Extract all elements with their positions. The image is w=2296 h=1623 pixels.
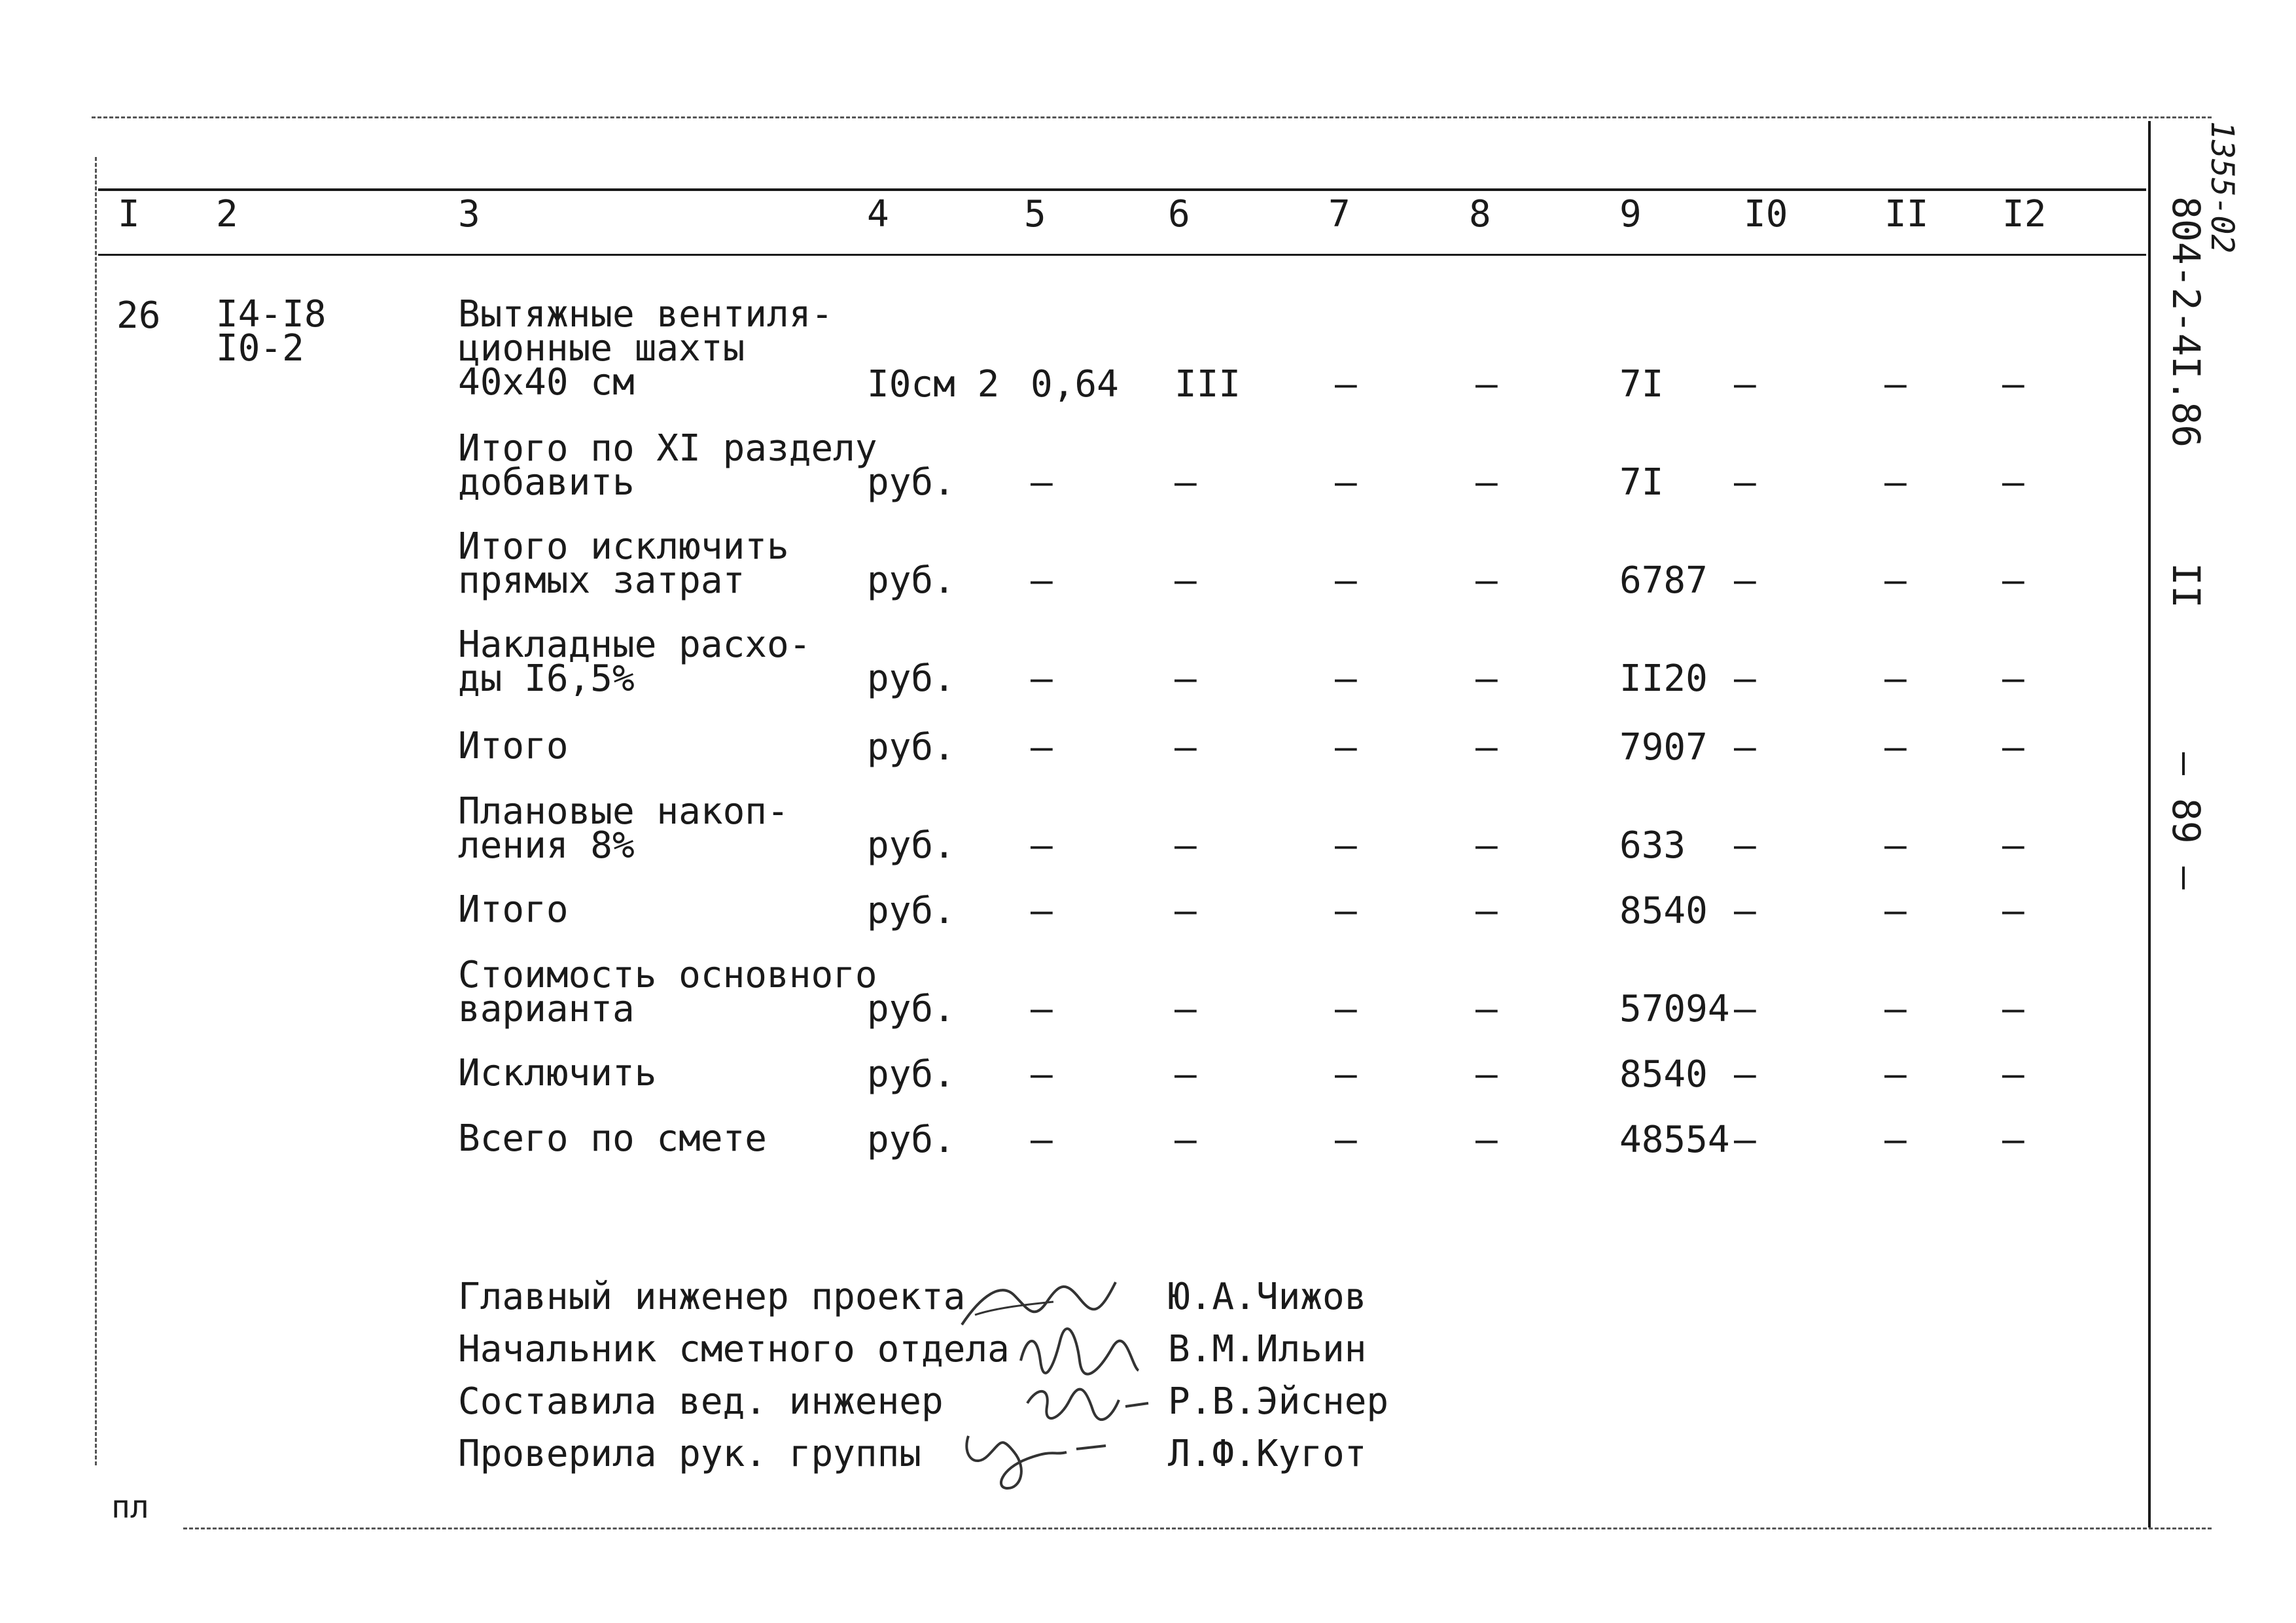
cell-c12: – bbox=[2002, 363, 2024, 406]
cell-unit: руб. bbox=[867, 726, 955, 769]
cell-col2: I4-I8 I0-2 bbox=[216, 293, 327, 370]
cell-c8: – bbox=[1475, 1119, 1498, 1161]
cell-unit: руб. bbox=[867, 461, 955, 504]
cell-c11: – bbox=[1884, 726, 1907, 769]
cell-name: Всего по смете bbox=[458, 1117, 768, 1160]
cell-c8: – bbox=[1475, 890, 1498, 932]
cell-c6: – bbox=[1174, 890, 1197, 932]
cell-c5: – bbox=[1031, 657, 1053, 700]
cell-c9: 8540 bbox=[1619, 890, 1708, 932]
cell-c10: – bbox=[1734, 461, 1756, 504]
cell-c8: – bbox=[1475, 559, 1498, 602]
bottom-edge-line bbox=[183, 1527, 2212, 1529]
signature-name: Ю.А.Чижов bbox=[1168, 1276, 1367, 1318]
cell-c11: – bbox=[1884, 461, 1907, 504]
cell-c7: – bbox=[1335, 657, 1357, 700]
signature-name: В.М.Ильин bbox=[1168, 1328, 1367, 1370]
cell-c8: – bbox=[1475, 363, 1498, 406]
signature-role: Начальник сметного отдела bbox=[458, 1328, 1010, 1370]
cell-c7: – bbox=[1335, 559, 1357, 602]
cell-c12: – bbox=[2002, 461, 2024, 504]
col-header-4: 4 bbox=[867, 193, 889, 236]
cell-c9: II20 bbox=[1619, 657, 1708, 700]
cell-c11: – bbox=[1884, 559, 1907, 602]
signature-name: Р.В.Эйснер bbox=[1168, 1380, 1389, 1423]
signature-role: Составила вед. инженер bbox=[458, 1380, 944, 1423]
col-header-5: 5 bbox=[1024, 193, 1046, 236]
cell-c5: – bbox=[1031, 1119, 1053, 1161]
cell-name: Накладные расхо- ды I6,5% bbox=[458, 623, 811, 700]
cell-c6: – bbox=[1174, 461, 1197, 504]
header-top-line bbox=[98, 188, 2146, 191]
cell-c8: – bbox=[1475, 1053, 1498, 1096]
cell-c10: – bbox=[1734, 824, 1756, 867]
cell-c11: – bbox=[1884, 657, 1907, 700]
cell-c10: – bbox=[1734, 890, 1756, 932]
cell-c12: – bbox=[2002, 890, 2024, 932]
cell-c9: 6787 bbox=[1619, 559, 1708, 602]
top-edge-line bbox=[92, 116, 2212, 118]
cell-c9: 633 bbox=[1619, 824, 1686, 867]
cell-c8: – bbox=[1475, 657, 1498, 700]
cell-c11: – bbox=[1884, 890, 1907, 932]
cell-c7: – bbox=[1335, 890, 1357, 932]
cell-c6: – bbox=[1174, 657, 1197, 700]
cell-c7: – bbox=[1335, 988, 1357, 1030]
cell-c10: – bbox=[1734, 1119, 1756, 1161]
cell-c5: – bbox=[1031, 890, 1053, 932]
cell-c11: – bbox=[1884, 363, 1907, 406]
cell-c6: – bbox=[1174, 1053, 1197, 1096]
cell-c12: – bbox=[2002, 824, 2024, 867]
cell-name: Итого bbox=[458, 888, 569, 931]
cell-c7: – bbox=[1335, 1119, 1357, 1161]
cell-c5: 0,64 bbox=[1031, 363, 1119, 406]
signature-role: Главный инженер проекта bbox=[458, 1276, 966, 1318]
cell-name: Исключить bbox=[458, 1052, 657, 1094]
cell-c9: 57094 bbox=[1619, 988, 1730, 1030]
cell-unit: руб. bbox=[867, 657, 955, 700]
cell-name: Итого bbox=[458, 725, 569, 767]
cell-c6: – bbox=[1174, 1119, 1197, 1161]
cell-name: Плановые накоп- ления 8% bbox=[458, 790, 789, 867]
col-header-1: I bbox=[118, 193, 140, 236]
cell-c9: 7I bbox=[1619, 363, 1664, 406]
cell-c7: – bbox=[1335, 824, 1357, 867]
part-label: II bbox=[2164, 563, 2208, 608]
col-header-6: 6 bbox=[1168, 193, 1190, 236]
cell-unit: руб. bbox=[867, 559, 955, 602]
cell-c7: – bbox=[1335, 1053, 1357, 1096]
cell-c8: – bbox=[1475, 824, 1498, 867]
cell-unit: руб. bbox=[867, 824, 955, 867]
document-number: 804-2-4I.86 bbox=[2164, 196, 2208, 448]
signature-name: Л.Ф.Кугот bbox=[1168, 1433, 1367, 1475]
cell-c12: – bbox=[2002, 1053, 2024, 1096]
col-header-8: 8 bbox=[1469, 193, 1491, 236]
cell-c11: – bbox=[1884, 988, 1907, 1030]
cell-c5: – bbox=[1031, 461, 1053, 504]
cell-c5: – bbox=[1031, 726, 1053, 769]
cell-name: Итого исключить прямых затрат bbox=[458, 525, 789, 602]
header-bottom-line bbox=[98, 254, 2146, 256]
cell-c6: III bbox=[1174, 363, 1241, 406]
cell-c10: – bbox=[1734, 363, 1756, 406]
cell-c9: 8540 bbox=[1619, 1053, 1708, 1096]
cell-c9: 7I bbox=[1619, 461, 1664, 504]
cell-c7: – bbox=[1335, 461, 1357, 504]
col-header-7: 7 bbox=[1328, 193, 1351, 236]
cell-c12: – bbox=[2002, 988, 2024, 1030]
cell-c5: – bbox=[1031, 824, 1053, 867]
cell-unit: I0см 2 bbox=[867, 363, 1000, 406]
signature-scribble-2 bbox=[1014, 1321, 1145, 1380]
cell-c9: 48554 bbox=[1619, 1119, 1730, 1161]
col-header-12: I2 bbox=[2002, 193, 2047, 236]
cell-c12: – bbox=[2002, 726, 2024, 769]
cell-c12: – bbox=[2002, 657, 2024, 700]
cell-c8: – bbox=[1475, 726, 1498, 769]
left-edge-line bbox=[95, 157, 97, 1465]
cell-c10: – bbox=[1734, 1053, 1756, 1096]
cell-c6: – bbox=[1174, 726, 1197, 769]
cell-c11: – bbox=[1884, 1053, 1907, 1096]
cell-col1: 26 bbox=[116, 294, 161, 337]
signature-scribble-3 bbox=[1021, 1377, 1152, 1429]
cell-name: Стоимость основного варианта bbox=[458, 954, 877, 1030]
cell-c10: – bbox=[1734, 988, 1756, 1030]
col-header-2: 2 bbox=[216, 193, 238, 236]
col-header-10: I0 bbox=[1744, 193, 1788, 236]
cell-c5: – bbox=[1031, 1053, 1053, 1096]
cell-c6: – bbox=[1174, 988, 1197, 1030]
cell-c12: – bbox=[2002, 1119, 2024, 1161]
col-header-3: 3 bbox=[458, 193, 480, 236]
cell-c8: – bbox=[1475, 461, 1498, 504]
col-header-9: 9 bbox=[1619, 193, 1642, 236]
cell-c10: – bbox=[1734, 726, 1756, 769]
cell-c9: 7907 bbox=[1619, 726, 1708, 769]
signature-role: Проверила рук. группы bbox=[458, 1433, 922, 1475]
cell-unit: руб. bbox=[867, 988, 955, 1030]
right-border-line bbox=[2148, 121, 2151, 1527]
cell-unit: руб. bbox=[867, 1119, 955, 1161]
cell-c7: – bbox=[1335, 726, 1357, 769]
col-header-11: II bbox=[1884, 193, 1929, 236]
cell-c6: – bbox=[1174, 559, 1197, 602]
cell-name: Вытяжные вентиля- ционные шахты 40x40 см bbox=[458, 293, 834, 404]
cell-c7: – bbox=[1335, 363, 1357, 406]
cell-unit: руб. bbox=[867, 890, 955, 932]
cell-c6: – bbox=[1174, 824, 1197, 867]
signature-scribble-4 bbox=[955, 1423, 1125, 1495]
cell-c10: – bbox=[1734, 657, 1756, 700]
handwritten-code: 1355-02 bbox=[2204, 121, 2240, 254]
cell-c5: – bbox=[1031, 988, 1053, 1030]
footer-mark: пл bbox=[111, 1489, 149, 1526]
cell-unit: руб. bbox=[867, 1053, 955, 1096]
cell-c12: – bbox=[2002, 559, 2024, 602]
cell-name: Итого по XI разделу добавить bbox=[458, 427, 877, 504]
cell-c5: – bbox=[1031, 559, 1053, 602]
cell-c10: – bbox=[1734, 559, 1756, 602]
cell-c11: – bbox=[1884, 1119, 1907, 1161]
cell-c11: – bbox=[1884, 824, 1907, 867]
cell-c8: – bbox=[1475, 988, 1498, 1030]
page-number: — 89 — bbox=[2164, 752, 2208, 890]
